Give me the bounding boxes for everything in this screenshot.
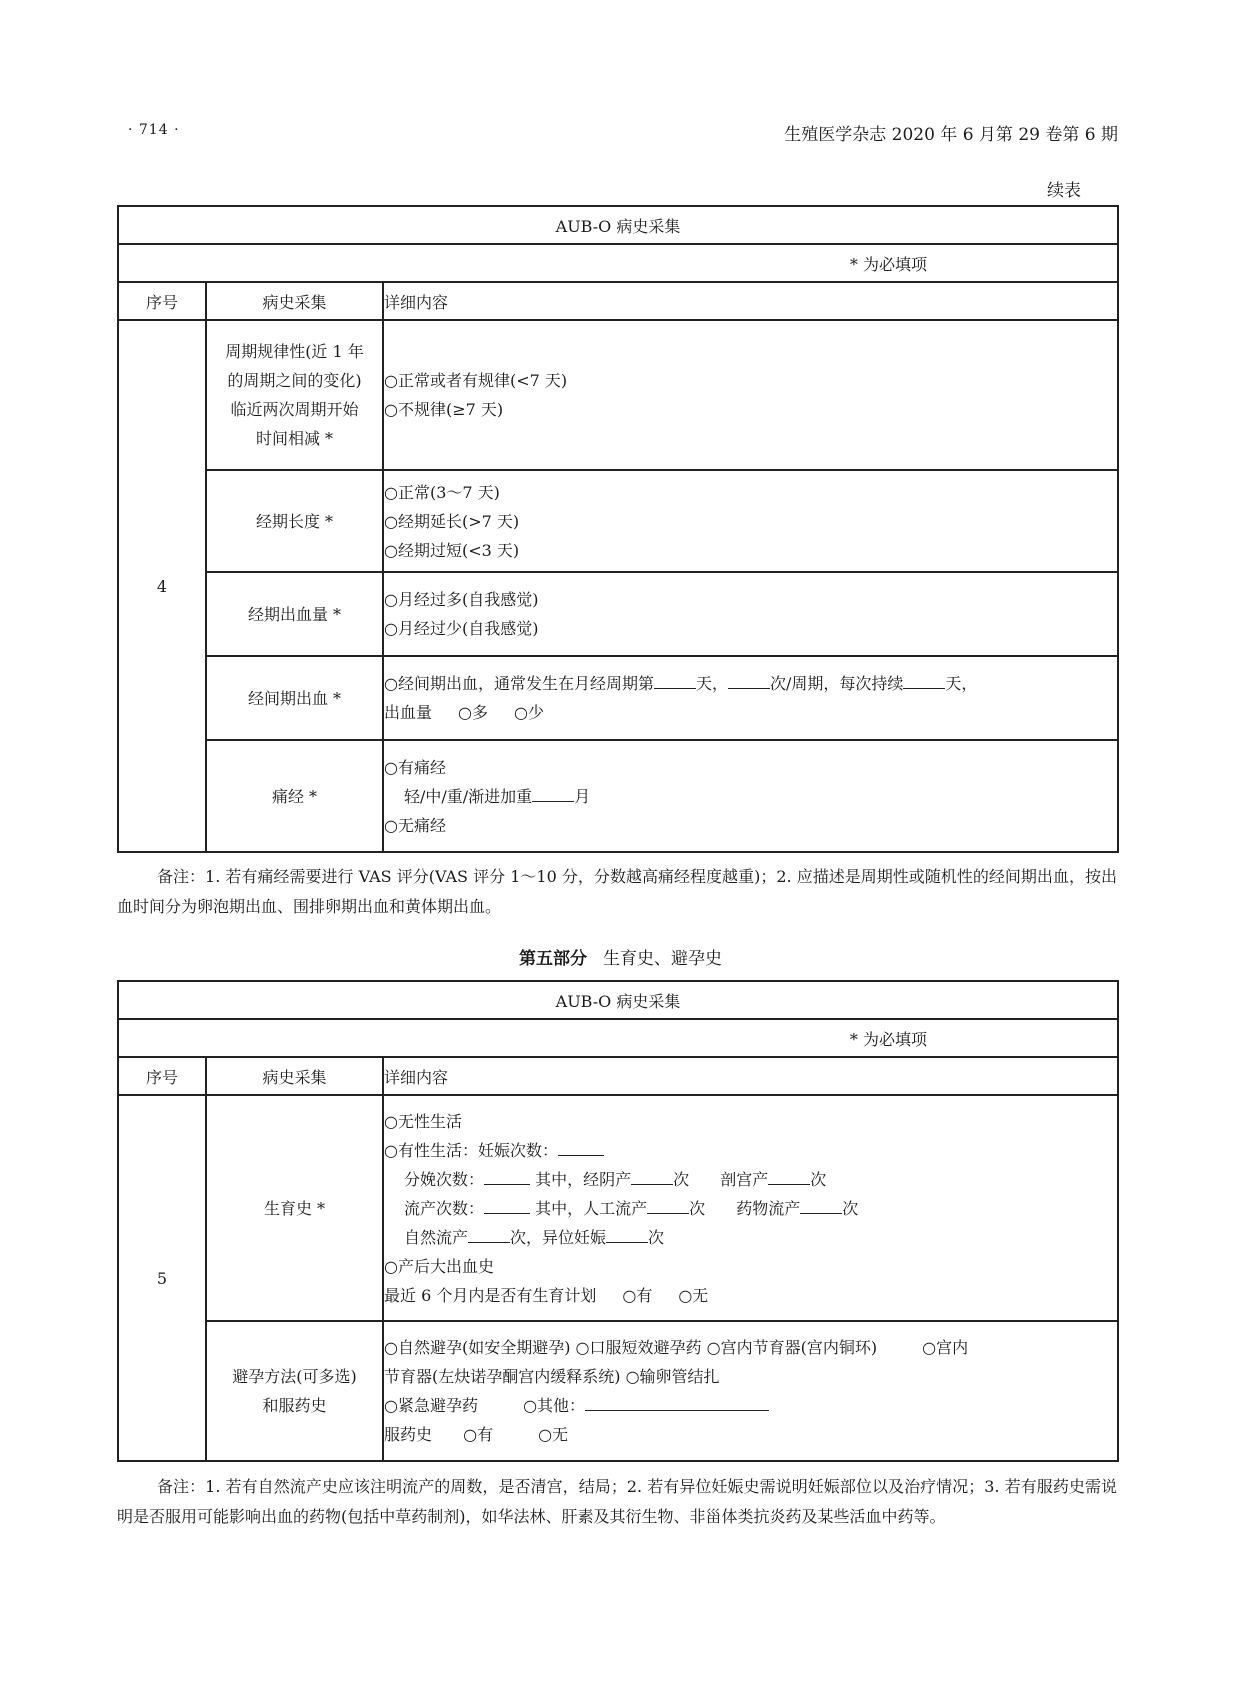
option-tubal-ligation[interactable]: ○输卵管结扎 bbox=[625, 1367, 720, 1386]
continued-label: 续表 bbox=[1047, 181, 1081, 201]
option-other[interactable]: ○其他： bbox=[523, 1396, 586, 1415]
option-more[interactable]: ○多 bbox=[458, 703, 488, 722]
blank-cesarean[interactable] bbox=[768, 1168, 810, 1185]
header-seq: 序号 bbox=[118, 1057, 206, 1095]
table-title: AUB-O 病史采集 bbox=[118, 206, 1118, 244]
option-light[interactable]: ○月经过少(自我感觉) bbox=[384, 619, 539, 638]
option-has-dysmenorrhea[interactable]: ○有痛经 bbox=[384, 757, 446, 777]
item-intermenstrual: 经间期出血 * bbox=[206, 656, 383, 740]
option-copper-iud[interactable]: ○宫内节育器(宫内铜环) bbox=[706, 1338, 878, 1357]
option-normal-duration[interactable]: ○正常(3～7 天) bbox=[384, 482, 500, 502]
item-contraception: 避孕方法(可多选) 和服药史 bbox=[206, 1321, 383, 1461]
header-detail: 详细内容 bbox=[383, 282, 1118, 320]
required-note: * 为必填项 bbox=[118, 1019, 1118, 1057]
header-item: 病史采集 bbox=[206, 282, 383, 320]
item-dysmenorrhea: 痛经 * bbox=[206, 740, 383, 852]
note-1: 备注：1. 若有痛经需要进行 VAS 评分(VAS 评分 1～10 分，分数越高痛经程度越重)；2. 应描述是周期性或随机性的经间期出血，按出血时间分为卵泡期出血、围排卵期出血和黄体期出血。 bbox=[117, 867, 1117, 916]
header-seq: 序号 bbox=[118, 282, 206, 320]
option-has-sex[interactable]: ○有性生活：妊娠次数： bbox=[384, 1140, 558, 1160]
item-duration: 经期长度 * bbox=[206, 470, 383, 572]
header-item: 病史采集 bbox=[206, 1057, 383, 1095]
blank-other[interactable] bbox=[585, 1394, 769, 1411]
blank-cycle-day[interactable] bbox=[654, 672, 696, 689]
option-no-sex[interactable]: ○无性生活 bbox=[384, 1111, 462, 1131]
option-irregular[interactable]: ○不规律(≥7 天) bbox=[384, 400, 504, 419]
option-plan-no[interactable]: ○无 bbox=[678, 1285, 709, 1305]
option-pph[interactable]: ○产后大出血史 bbox=[384, 1256, 494, 1276]
required-note: * 为必填项 bbox=[118, 244, 1118, 282]
detail-volume bbox=[383, 572, 1118, 656]
item-regularity: 周期规律性(近 1 年 的周期之间的变化) 临近两次周期开始 时间相减 * bbox=[206, 320, 383, 470]
detail-intermenstrual: ○经间期出血，通常发生在月经周期第 天， 次/周期，每次持续 天， 出血量 ○多 ○少 bbox=[383, 656, 1118, 740]
row-seq: 5 bbox=[118, 1095, 206, 1461]
detail-duration bbox=[383, 470, 1118, 572]
blank-pregnancies[interactable] bbox=[558, 1139, 604, 1156]
item-fertility: 生育史 * bbox=[206, 1095, 383, 1321]
option-less[interactable]: ○少 bbox=[513, 703, 544, 722]
header-detail: 详细内容 bbox=[383, 1057, 1118, 1095]
option-emergency-contraceptive[interactable]: ○紧急避孕药 bbox=[384, 1396, 478, 1415]
option-oral-contraceptive[interactable]: ○口服短效避孕药 bbox=[575, 1338, 702, 1357]
detail-regularity bbox=[383, 320, 1118, 470]
option-medication-no[interactable]: ○无 bbox=[538, 1425, 569, 1444]
table-title: AUB-O 病史采集 bbox=[118, 981, 1118, 1019]
option-regular[interactable]: ○正常或者有规律(<7 天) bbox=[384, 371, 568, 390]
blank-medical[interactable] bbox=[800, 1197, 842, 1214]
option-no-dysmenorrhea[interactable]: ○无痛经 bbox=[384, 815, 446, 835]
option-natural-contraception[interactable]: ○自然避孕(如安全期避孕) bbox=[384, 1338, 571, 1357]
page-number: · 714 · bbox=[128, 122, 180, 138]
option-shortened[interactable]: ○经期过短(<3 天) bbox=[384, 540, 520, 560]
note-2: 备注：1. 若有自然流产史应该注明流产的周数，是否清宫，结局；2. 若有异位妊娠史需说明妊娠部位以及治疗情况；3. 若有服药史需说明是否服用可能影响出血的药物(包括中草药制剂)，如华法林、肝素及其衍生物、非甾体类抗炎药及某些活血中药等。 bbox=[117, 1477, 1117, 1526]
history-table-part4 bbox=[117, 205, 1119, 853]
blank-times-per-cycle[interactable] bbox=[728, 672, 770, 689]
blank-duration-days[interactable] bbox=[903, 672, 945, 689]
detail-contraception: ○自然避孕(如安全期避孕) ○口服短效避孕药 ○宫内节育器(宫内铜环) ○宫内 节育器(左炔诺孕酮宫内缓释系统) ○输卵管结扎 ○紧急避孕药 ○其他： 服药史 ○有 ○无 bbox=[383, 1321, 1118, 1461]
option-heavy[interactable]: ○月经过多(自我感觉) bbox=[384, 590, 539, 609]
section-title: 第五部分 生育史、避孕史 bbox=[519, 949, 722, 969]
blank-deliveries[interactable] bbox=[484, 1168, 530, 1185]
option-lng-iud[interactable]: ○宫内 bbox=[922, 1338, 969, 1357]
history-table-part5 bbox=[117, 980, 1119, 1462]
blank-months[interactable] bbox=[532, 785, 574, 802]
blank-vaginal[interactable] bbox=[631, 1168, 673, 1185]
detail-fertility: ○无性生活 ○有性生活：妊娠次数： 分娩次数： 其中，经阴产 次 剖宫产 次 流产次数： 其中，人工流产 次 药物流产 次 自然流产 次，异位妊娠 次 ○产后大出血史 最近 6 个月内是否有生育计划 ○有 ○无 bbox=[383, 1095, 1118, 1321]
blank-abortions[interactable] bbox=[484, 1197, 530, 1214]
option-plan-yes[interactable]: ○有 bbox=[622, 1285, 653, 1305]
blank-induced[interactable] bbox=[647, 1197, 689, 1214]
blank-spontaneous[interactable] bbox=[468, 1226, 510, 1243]
option-prolonged[interactable]: ○经期延长(>7 天) bbox=[384, 511, 520, 531]
detail-dysmenorrhea: ○有痛经 轻/中/重/渐进加重 月 ○无痛经 bbox=[383, 740, 1118, 852]
item-volume: 经期出血量 * bbox=[206, 572, 383, 656]
journal-title: 生殖医学杂志 2020 年 6 月第 29 卷第 6 期 bbox=[784, 125, 1118, 145]
option-medication-yes[interactable]: ○有 bbox=[463, 1425, 494, 1444]
row-seq: 4 bbox=[118, 320, 206, 852]
blank-ectopic[interactable] bbox=[606, 1226, 648, 1243]
